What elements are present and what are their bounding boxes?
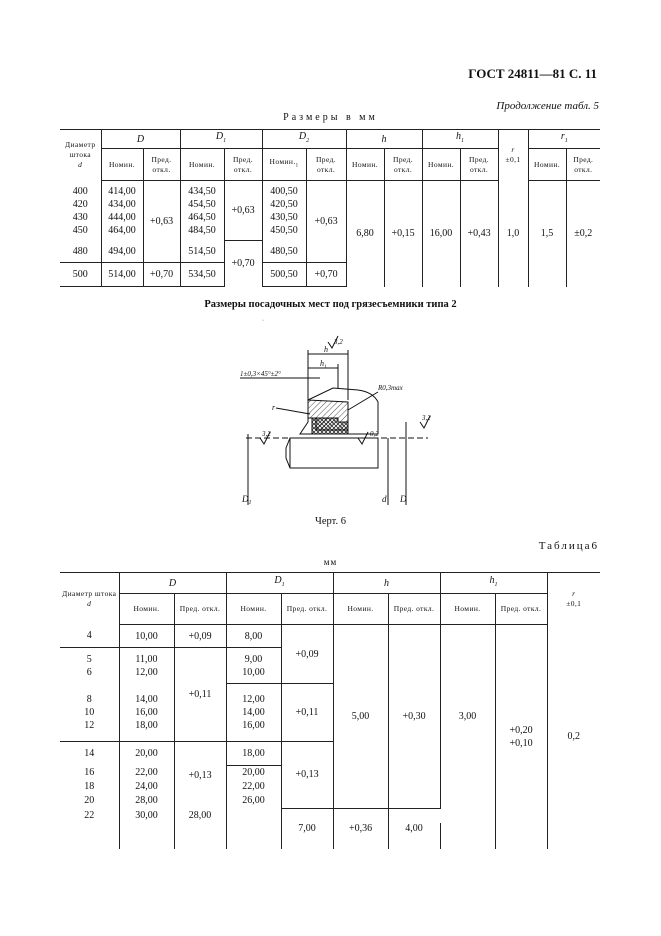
t6-D-dev-3: +0,13 <box>174 742 226 809</box>
t6-h1-dev-header: Пред. откл. <box>495 594 547 625</box>
table-6 <box>60 572 600 849</box>
t5-d-430: 430 <box>72 211 88 223</box>
t6-diam-label: Диаметр штока <box>62 588 117 598</box>
table-number: Таблица6 <box>538 540 599 552</box>
D2-nom-header <box>262 149 306 181</box>
D1-subscript: 1 <box>248 500 252 506</box>
h-dev-header: Пред. откл. <box>384 149 422 181</box>
t6-col-h-header: h <box>333 573 440 594</box>
r-leader <box>276 408 310 414</box>
t6-D-18: 18,00 <box>135 719 158 731</box>
rough-label-4: 0,2 <box>370 430 379 438</box>
t6-D1-nom-header: Номин. <box>226 594 281 625</box>
t5-d-480: 480 <box>72 245 88 257</box>
t6-D1-dev-3: +0,13 <box>281 742 333 808</box>
t6-D-cell <box>119 648 174 684</box>
h1-label: h <box>456 131 462 142</box>
t6-D-cell: 30,00 <box>119 809 174 823</box>
rough-label-2: 3,2 <box>262 430 271 438</box>
t5-d-group1 <box>60 181 101 241</box>
t5-D1-cell: 534,50 <box>180 263 224 287</box>
r-tol-label: ±0,1 <box>505 155 521 165</box>
t5-r: 1,0 <box>498 181 528 287</box>
t5-D2-group1 <box>262 181 306 241</box>
t6-r-label: r <box>572 588 576 598</box>
t6-col-D1-header <box>226 573 333 594</box>
rmax-label: R0,3max <box>378 384 403 392</box>
t5-d-450: 450 <box>72 224 88 236</box>
t5-D2-cell: 500,50 <box>262 263 306 287</box>
t5-D-cell: 464,00 <box>108 225 136 236</box>
t6-D1-cell: 26,00 <box>226 794 281 808</box>
rough-label-3: 3,2 <box>422 414 431 422</box>
t6-d-cell: 22 <box>84 810 95 821</box>
t6-D-cell: 22,00 <box>119 766 174 780</box>
t6-D-11: 11,00 <box>135 653 158 665</box>
t6-D-12: 12,00 <box>135 666 158 678</box>
t6-D-14: 14,00 <box>135 693 158 705</box>
h1-subscript: 1 <box>324 365 327 370</box>
t6-d-cell: 18 <box>84 781 95 792</box>
t5-D-cell: 444,00 <box>108 212 136 223</box>
t6-r-tol-label: ±0,1 <box>566 598 582 608</box>
t6-D1-cell: 20,00 <box>226 766 281 780</box>
t6-h-dev-1: +0,30 <box>388 625 440 809</box>
t6-D1-9: 9,00 <box>244 653 263 665</box>
t6-D-nom-header: Номин. <box>119 594 174 625</box>
t6-h-nom-1: 5,00 <box>333 625 388 809</box>
t6-D1-dev-header: Пред. откл. <box>281 594 333 625</box>
t6-d-5: 5 <box>86 653 92 665</box>
t6-h-dev-header: Пред. откл. <box>388 594 440 625</box>
t6-d-cell: 20 <box>84 795 95 806</box>
t5-D1-cell: 514,50 <box>180 241 224 263</box>
t6-h1-dev-lower: +0,10 <box>509 737 533 749</box>
D2-nom-sub: 1 <box>295 163 299 169</box>
t6-col-diam-header <box>60 573 119 625</box>
t6-d-8: 8 <box>86 693 92 705</box>
t5-D-cell: 514,00 <box>101 263 143 287</box>
D2-sub: 2 <box>306 138 310 144</box>
t6-D-dev-header: Пред. откл. <box>174 594 226 625</box>
r1-sub: 1 <box>564 138 568 144</box>
t5-D-group1 <box>101 181 143 241</box>
h1-nom-header: Номин. <box>422 149 460 181</box>
t5-D1-cell: 434,50 <box>188 186 216 197</box>
t6-d-label: d <box>87 598 92 608</box>
h1-sub: 1 <box>461 138 465 144</box>
D2-dev-header: Пред. откл. <box>306 149 346 181</box>
t6-h1-sub: 1 <box>494 582 498 588</box>
t6-col-D-header: D <box>119 573 226 594</box>
t5-h-dev: +0,15 <box>384 181 422 287</box>
col-D-header: D <box>101 130 180 149</box>
D2-nom-label: Номин. <box>269 157 296 167</box>
r-label: r <box>272 403 276 412</box>
t6-D1-cell: 28,00 <box>174 809 226 823</box>
t6-D-cell <box>119 684 174 742</box>
t6-h-dev-2: +0,36 <box>333 809 388 849</box>
col-D1-header <box>180 130 262 149</box>
r1-nom-header: Номин. <box>528 149 566 181</box>
table-continuation-label: Продолжение табл. 5 <box>496 100 599 112</box>
D2-label: D <box>298 131 307 142</box>
t6-D-dev-1: +0,09 <box>174 625 226 648</box>
units-label-bottom: мм <box>323 557 338 567</box>
d-label: d <box>382 494 387 504</box>
t6-D-cell: 20,00 <box>119 742 174 766</box>
rough-label-1: 3,2 <box>334 338 343 346</box>
stray-dot: · <box>262 318 264 324</box>
t6-D-16: 16,00 <box>135 706 158 718</box>
rod-outline <box>286 438 378 468</box>
t5-d-400: 400 <box>72 185 88 197</box>
diam-label: Диаметр штока <box>65 140 96 160</box>
t5-r1-dev: ±0,2 <box>566 181 600 287</box>
col-r-header <box>498 130 528 181</box>
t5-D-cell: 434,00 <box>108 199 136 210</box>
t5-d-420: 420 <box>72 198 88 210</box>
t5-D1-dev-b: +0,70 <box>224 241 262 287</box>
t6-D1-cell <box>226 684 281 742</box>
t5-h1-nom: 16,00 <box>422 181 460 287</box>
t6-h1-nom-header: Номин. <box>440 594 495 625</box>
t6-D-cell: 24,00 <box>119 780 174 794</box>
col-diam-header <box>60 130 101 181</box>
t6-h1-nom-2: 4,00 <box>388 809 440 849</box>
t5-D-cell: 494,00 <box>101 241 143 263</box>
seat-drawing <box>228 330 438 510</box>
t6-h-nom-header: Номин. <box>333 594 388 625</box>
t5-D2-cell: 420,50 <box>270 199 298 210</box>
t6-d-10: 10 <box>84 706 95 718</box>
t6-D-cell: 28,00 <box>119 794 174 808</box>
D1-nom-header: Номин. <box>180 149 224 181</box>
t5-r1-nom: 1,5 <box>528 181 566 287</box>
t5-h1-dev: +0,43 <box>460 181 498 287</box>
col-D2-header <box>262 130 346 149</box>
t6-col-r-header <box>547 573 600 625</box>
t6-h1-dev <box>495 625 547 849</box>
table-5 <box>60 129 600 287</box>
t5-D-dev-a: +0,63 <box>143 181 180 263</box>
col-h1-header <box>422 130 498 149</box>
t5-D-cell: 414,00 <box>108 186 136 197</box>
t6-D1-cell: 22,00 <box>226 780 281 794</box>
t6-D1-12: 12,00 <box>242 694 265 705</box>
t6-col-h1-header <box>440 573 547 594</box>
page-header: ГОСТ 24811—81 С. 11 <box>468 66 597 81</box>
D1-label <box>241 494 252 506</box>
h1-main: h <box>320 359 324 368</box>
t6-D1-cell: 8,00 <box>226 625 281 648</box>
t6-r: 0,2 <box>547 625 600 849</box>
t5-D2-cell: 400,50 <box>270 186 298 197</box>
t6-d-cell <box>60 648 119 684</box>
h-nom-header: Номин. <box>346 149 384 181</box>
t6-h1-nom-1: 3,00 <box>440 625 495 809</box>
t5-D2-cell: 480,50 <box>262 241 306 263</box>
t5-D-dev-b: +0,70 <box>143 263 180 287</box>
D1-sub: 1 <box>223 138 227 144</box>
t6-h-nom-2: 7,00 <box>281 809 333 849</box>
t6-D1-14: 14,00 <box>242 707 265 718</box>
t5-D1-cell: 454,50 <box>188 199 216 210</box>
D1-main: D <box>242 494 249 504</box>
h1-dev-header: Пред. откл. <box>460 149 498 181</box>
d-label: d <box>78 160 83 170</box>
t5-D1-group1 <box>180 181 224 241</box>
col-r1-header <box>528 130 600 149</box>
D-nom-header: Номин. <box>101 149 143 181</box>
t6-D-dev-2: +0,11 <box>174 648 226 742</box>
col-h-header: h <box>346 130 422 149</box>
rmax-leader <box>348 392 378 410</box>
t5-D2-dev-b: +0,70 <box>306 263 346 287</box>
t6-d-6: 6 <box>86 666 92 678</box>
r-label: r <box>511 145 515 155</box>
figure-caption: Черт. 6 <box>315 516 346 527</box>
t6-d-cell: 16 <box>84 767 95 778</box>
chamfer-label: 1±0,3×45°±2° <box>240 370 281 378</box>
t6-d-cell: 4 <box>86 630 92 642</box>
t6-D1-cell: 18,00 <box>226 742 281 766</box>
section-title: Размеры посадочных мест под грязесъемники типа 2 <box>204 299 457 310</box>
t6-d-cell <box>60 684 119 742</box>
t6-h1-label: h <box>489 575 495 586</box>
t5-h-nom: 6,80 <box>346 181 384 287</box>
t5-D2-dev-a: +0,63 <box>306 181 346 263</box>
t6-D1-label: D <box>274 575 282 586</box>
t5-D1-dev-a: +0,63 <box>224 181 262 241</box>
D-dev-header: Пред. откл. <box>143 149 180 181</box>
t6-D1-10: 10,00 <box>242 666 265 678</box>
t5-d-500: 500 <box>60 263 101 287</box>
t5-D1-cell: 464,50 <box>188 212 216 223</box>
units-label-top: Размеры в мм <box>283 112 378 123</box>
D1-dev-header: Пред. откл. <box>224 149 262 181</box>
t5-D2-cell: 430,50 <box>270 212 298 223</box>
t6-D1-sub: 1 <box>281 582 285 588</box>
t6-D1-16: 16,00 <box>242 720 265 731</box>
t6-h1-dev-upper: +0,20 <box>509 724 533 736</box>
t6-D1-cell <box>226 648 281 684</box>
D1-label: D <box>215 131 224 142</box>
t6-d-cell: 14 <box>60 742 119 766</box>
r1-dev-header: Пред. откл. <box>566 149 600 181</box>
t6-D-cell: 10,00 <box>119 625 174 648</box>
D-label: D <box>400 494 407 504</box>
r1-label: r <box>560 131 565 142</box>
t5-D2-cell: 450,50 <box>270 225 298 236</box>
h-label: h <box>324 345 328 354</box>
t6-d-12: 12 <box>84 719 95 731</box>
t6-D1-dev-2: +0,11 <box>281 684 333 742</box>
t5-D1-cell: 484,50 <box>188 225 216 236</box>
t6-D1-dev-1: +0,09 <box>281 625 333 684</box>
